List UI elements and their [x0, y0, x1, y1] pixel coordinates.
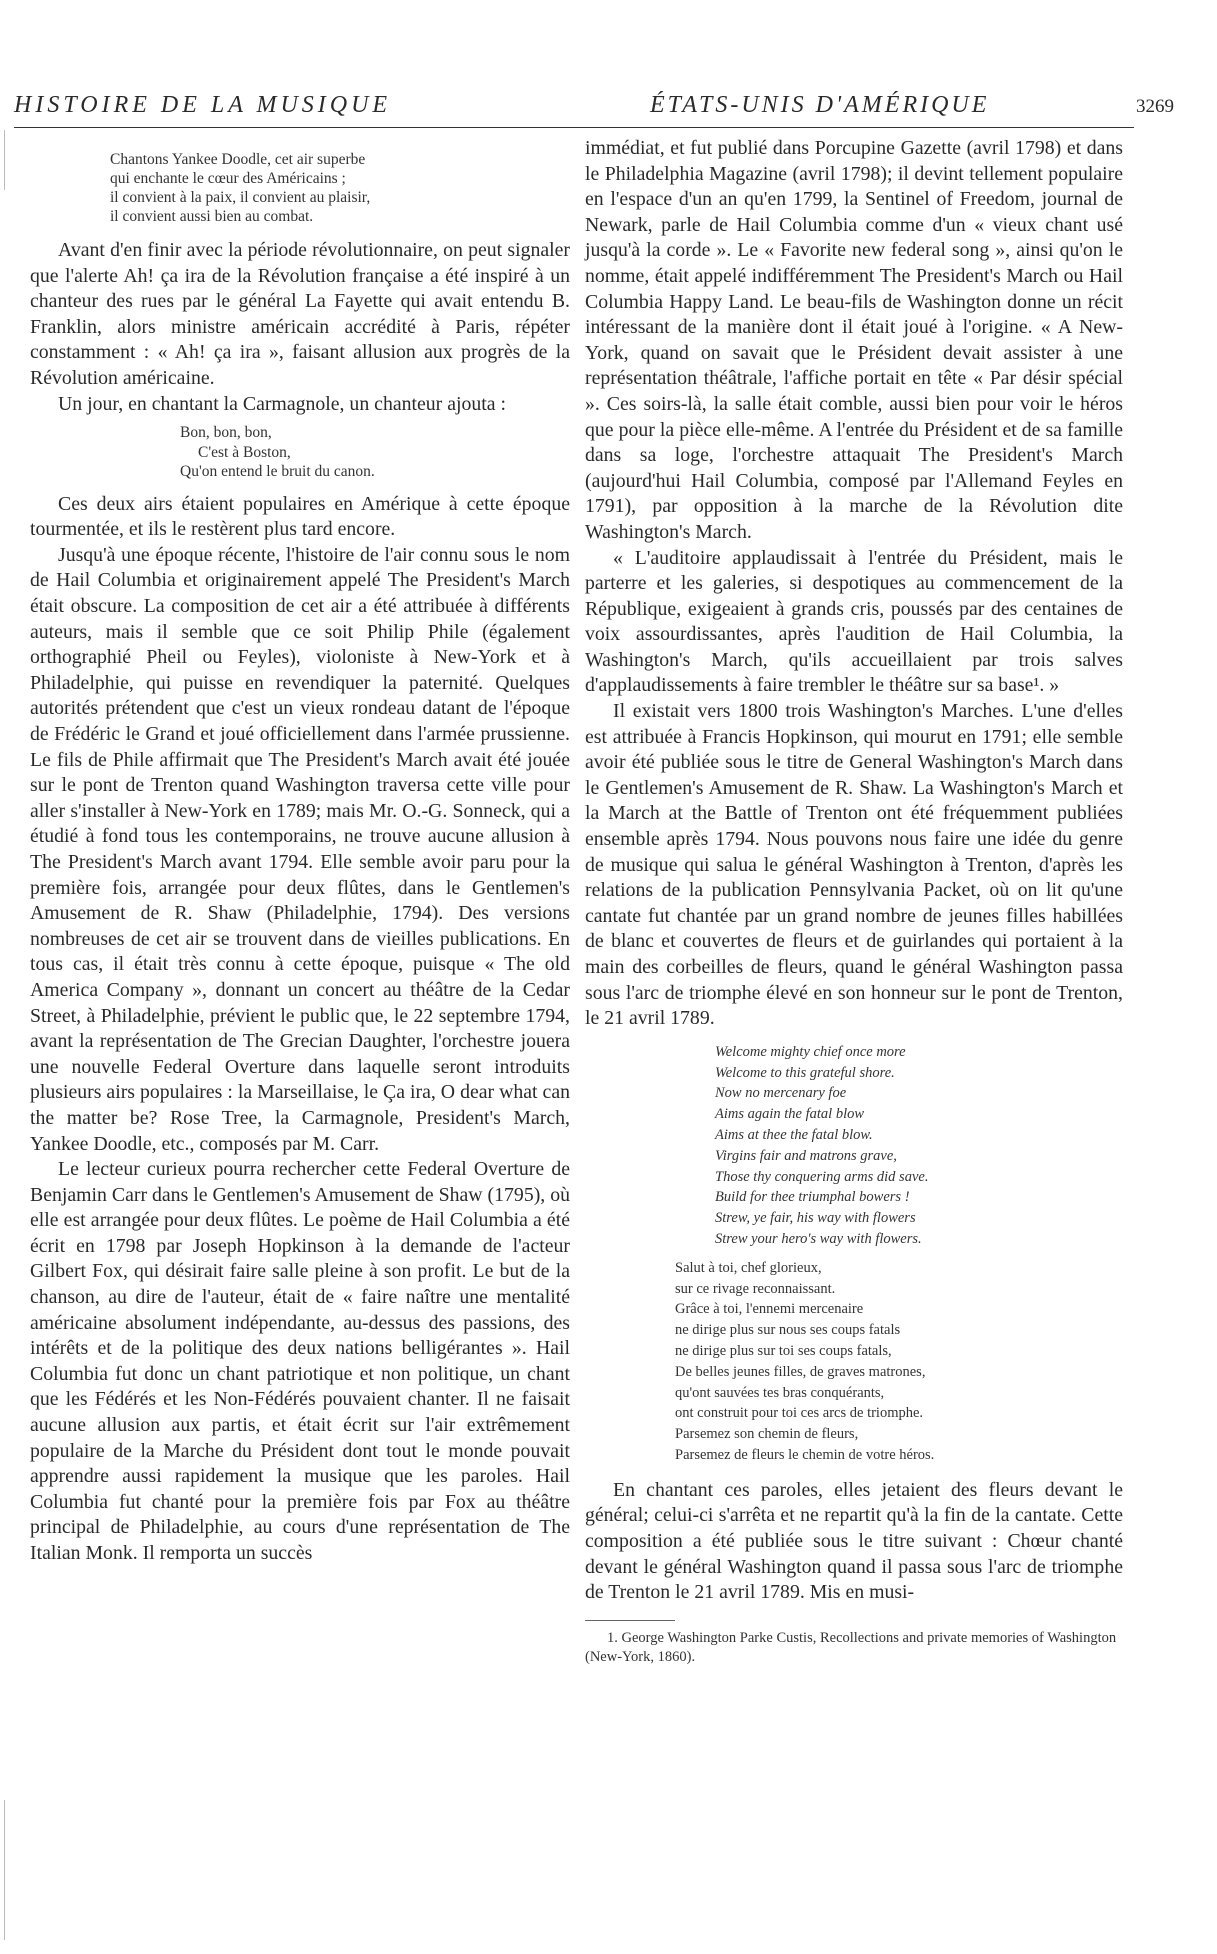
poem-line: ne dirige plus sur toi ses coups fatals, [675, 1342, 892, 1359]
poem-line: sur ce rivage reconnaissant. [675, 1280, 836, 1297]
epigraph-line: il convient aussi bien au combat. [110, 208, 314, 225]
epigraph-line: qui enchante le cœur des Américains ; [110, 170, 346, 187]
poem-line: Virgins fair and matrons grave, [715, 1147, 897, 1164]
poem-line: Aims at thee the fatal blow. [715, 1126, 873, 1143]
poem-line: Strew your hero's way with flowers. [715, 1230, 922, 1247]
epigraph [110, 150, 570, 226]
header-title-left: HISTOIRE DE LA MUSIQUE [14, 92, 392, 118]
poem-line: Salut à toi, chef glorieux, [675, 1259, 822, 1276]
paragraph: Jusqu'à une époque récente, l'histoire de l'air connu sous le nom de Hail Columbia et originairement appelé The President's March était obscure. La composition de cet air a été attribuée à différents auteurs, mais il semble que ce soit Philip Phile (également orthographié Pheil ou Feyles), violoniste à New-York et à Philadelphie, qui puisse en revendiquer la paternité. Quelques autorités prétendent que c'est un vieux rondeau datant de l'époque de Frédéric le Grand et joué officiellement dans l'armée prussienne. Le fils de Phile affirmait que The President's March avait été jouée sur le pont de Trenton quand Washington traversa cette ville pour aller s'installer à New-York en 1789; mais Mr. O.-G. Sonneck, qui a étudié à fond tous les contemporains, ne trouve aucune allusion à The President's March avant 1794. Elle semble avoir paru pour la première fois, arrangée pour deux flûtes, dans le Gentlemen's Amusement de R. Shaw (Philadelphie, 1794). Des versions nombreuses de cet air se trouvent dans de vieilles publications. En tous cas, il était très connu à cette époque, puisque « The old America Company », donnant un concert au théâtre de la Cedar Street, à Philadelphie, prévient le public que, le 22 septembre 1794, avant la représentation de The Grecian Daughter, l'orchestre jouera une nouvelle Federal Overture dans laquelle seront introduits plusieurs airs populaires : la Marseillaise, le Ça ira, O dear what can the matter be? Rose Tree, la Carmagnole, President's March, Yankee Doodle, etc., composés par M. Carr. [30, 543, 570, 1155]
right-column [585, 136, 1123, 1667]
poem-line: Aims again the fatal blow [715, 1106, 865, 1123]
poem-english [715, 1042, 1123, 1250]
poem-line: Parsemez de fleurs le chemin de votre héros. [675, 1446, 935, 1463]
header-rule [14, 127, 1134, 128]
poem-line: qu'ont sauvées tes bras conquérants, [675, 1384, 885, 1401]
poem-line: Grâce à toi, l'ennemi mercenaire [675, 1301, 864, 1318]
poem-line: Parsemez son chemin de fleurs, [675, 1426, 859, 1443]
poem-line: Welcome to this grateful shore. [715, 1064, 895, 1081]
poem-line: Strew, ye fair, his way with flowers [715, 1210, 916, 1227]
paragraph: « L'auditoire applaudissait à l'entrée du Président, mais le parterre et les galeries, si despotiques au commencement de la République, exigeaient à grands cris, poussés par des centaines de voix assourdissantes, après l'audition de Hail Columbia, la Washington's March, qu'ils accueillaient par trois salves d'applaudissements à faire trembler le théâtre sur sa base¹. » [585, 546, 1123, 697]
margin-mark [4, 130, 5, 190]
paragraph: Il existait vers 1800 trois Washington's Marches. L'une d'elles est attribuée à Francis Hopkinson, qui mourut en 1791; elle semble avoir été publiée sous le titre de General Washington's March dans le Gentlemen's Amusement de R. Shaw. La Washington's March et la March at the Battle of Trenton ont été fréquemment publiées ensemble après 1794. Nous pouvons nous faire une idée du genre de musique qui salua le général Washington à Trenton, d'après les relations de la publication Pennsylvania Packet, où on lit qu'une cantate fut chantée par un grand nombre de jeunes filles habillées de blanc et couvertes de fleurs et de guirlandes qui portaient à la main des corbeilles de fleurs, quand le général Washington passa sous l'arc de triomphe élevé en son honneur sur le pont de Trenton, le 21 avril 1789. [585, 700, 1123, 1030]
epigraph-line: Chantons Yankee Doodle, cet air superbe [110, 151, 366, 168]
poem-line: Now no mercenary foe [715, 1085, 847, 1102]
verse-line: C'est à Boston, [198, 443, 291, 461]
verse [180, 423, 570, 482]
paragraph: Un jour, en chantant la Carmagnole, un chanteur ajouta : [58, 392, 506, 415]
paragraph: immédiat, et fut publié dans Porcupine Gazette (avril 1798) et dans le Philadelphia Magazine (avril 1798); il devint tellement populaire en l'espace d'un an qu'en 1799, la Sentinel of Freedom, journal de Newark, parle de Hail Columbia comme d'un « vieux chant usé jusqu'à la corde ». Le « Favorite new federal song », ainsi qu'on le nomme, était appelé indifféremment The President's March ou Hail Columbia Happy Land. Le beau-fils de Washington donne un récit intéressant de la manière dont il était joué à l'origine. « A New-York, quand on savait que le Président devait assister à une représentation théâtrale, l'affiche portait en tête « Par désir spécial ». Ces soirs-là, la salle était comble, aussi bien pour voir le héros que pour la pièce elle-même. A l'entrée du Président et de sa famille dans sa loge, l'orchestre attaquait The President's March (aujourd'hui Hail Columbia, composé par l'Allemand Feyles en 1791), par opposition à la marche de la Révolution dite Washington's March. [585, 137, 1123, 543]
poem-line: ont construit pour toi ces arcs de triomphe. [675, 1405, 924, 1422]
paragraph: En chantant ces paroles, elles jetaient des fleurs devant le général; celui-ci s'arrêta et ne repartit qu'à la fin de la cantate. Cette composition a été publiée sous le titre suivant : Chœur chanté devant le général Washington quand il passa sous l'arc de triomphe de Trenton le 21 avril 1789. Mis en musi- [585, 1478, 1123, 1604]
left-column [30, 140, 570, 1567]
poem-line: Build for thee triumphal bowers ! [715, 1189, 910, 1206]
poem-line: Welcome mighty chief once more [715, 1043, 906, 1060]
verse-line: Qu'on entend le bruit du canon. [180, 463, 375, 481]
header-title-right: ÉTATS-UNIS D'AMÉRIQUE [650, 92, 990, 118]
paragraph: Le lecteur curieux pourra rechercher cette Federal Overture de Benjamin Carr dans le Gentlemen's Amusement de Shaw (1795), où elle est arrangée pour deux flûtes. Le poème de Hail Columbia a été écrit en 1798 par Joseph Hopkinson à la demande de l'acteur Gilbert Fox, qui désirait faire salle pleine à son profit. Le but de la chanson, au dire de l'auteur, était de « faire naître une mentalité américaine absolument indépendante, au-dessus des passions, des intérêts et de la politique des deux nations belligérantes ». Hail Columbia fut donc un chant patriotique et non politique, un chant que les Fédérés et les Non-Fédérés pouvaient chanter. Il ne faisait aucune allusion aux partis, et était écrit sur l'air extrêmement populaire de la Marche du Président dont tout le monde pouvait apprendre aussi rapidement la musique que les paroles. Hail Columbia fut chanté pour la première fois par Fox au théâtre principal de Philadelphie, au cours d'une représentation de The Italian Monk. Il remporta un succès [30, 1158, 570, 1564]
paragraph: Ces deux airs étaient populaires en Amérique à cette époque tourmentée, et ils le restèrent plus tard encore. [30, 492, 570, 541]
footnote: 1. George Washington Parke Custis, Recollections and private memories of Washington (New-York, 1860). [585, 1629, 1117, 1665]
page-number: 3269 [1136, 96, 1174, 117]
poem-line: Those thy conquering arms did save. [715, 1168, 929, 1185]
poem-french [675, 1258, 1123, 1466]
poem-line: ne dirige plus sur nous ses coups fatals [675, 1322, 901, 1339]
poem-line: De belles jeunes filles, de graves matrones, [675, 1363, 926, 1380]
running-head [0, 92, 1217, 126]
epigraph-line: il convient à la paix, il convient au plaisir, [110, 189, 371, 206]
paragraph: Avant d'en finir avec la période révolutionnaire, on peut signaler que l'alerte Ah! ça ira de la Révolution française a été inspiré à un chanteur des rues par le général La Fayette qui avait entendu B. Franklin, alors ministre américain accrédité à Paris, répéter constamment : « Ah! ça ira », faisant allusion aux progrès de la Révolution américaine. [30, 239, 570, 389]
footnote-rule [585, 1620, 675, 1621]
margin-mark [4, 1800, 5, 1940]
verse-line: Bon, bon, bon, [180, 424, 272, 442]
